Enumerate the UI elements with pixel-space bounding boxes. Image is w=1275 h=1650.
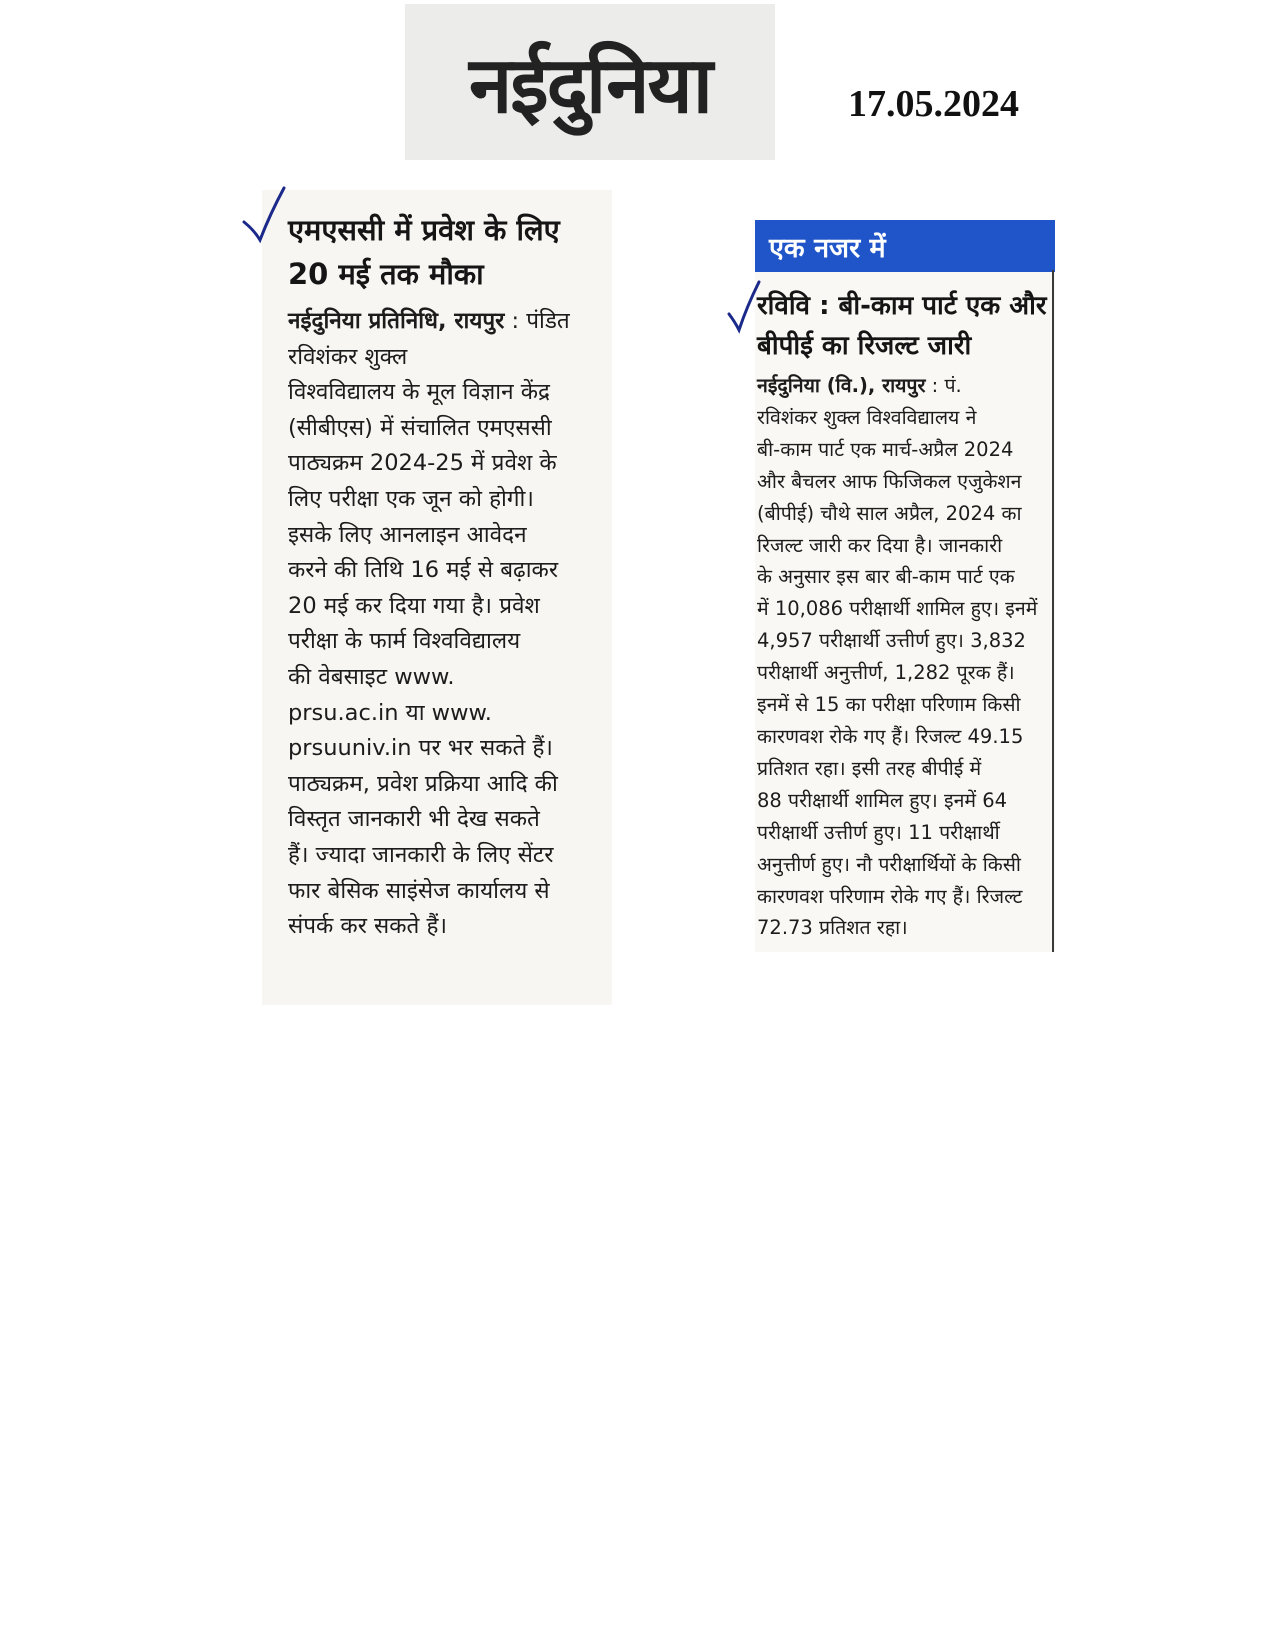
article-body	[757, 370, 1053, 944]
newspaper-masthead	[405, 4, 775, 160]
article-headline: रविवि : बी-काम पार्ट एक और बीपीई का रिजल्ट जारी	[757, 291, 1047, 361]
article-msc-admission	[262, 190, 612, 1005]
column-rule	[1052, 270, 1054, 952]
article-bcom-result	[755, 220, 1055, 952]
article-text: : पंडित रविशंकर शुक्ल विश्वविद्यालय के मूल विज्ञान केंद्र (सीबीएस) में संचालित एमएससी पाठ्यक्रम 2024-25 में प्रवेश के लिए परीक्षा एक जून को होगी। इसके लिए आनलाइन आवेदन करने की तिथि 16 मई से बढ़ाकर 20 मई कर दिया गया है। प्रवेश परीक्षा के फार्म विश्वविद्यालय की वेबसाइट www. prsu.ac.in या www. prsuuniv.in पर भर सकते हैं। पाठ्यक्रम, प्रवेश प्रक्रिया आदि की विस्तृत जानकारी भी देख सकते हैं। ज्यादा जानकारी के लिए सेंटर फार बेसिक साइंसेज कार्यालय से संपर्क कर सकते हैं।	[288, 308, 570, 940]
article-byline: नईदुनिया (वि.), रायपुर	[757, 374, 926, 397]
section-banner-label: एक नजर में	[769, 233, 886, 264]
masthead-title: नईदुनिया	[469, 41, 711, 131]
article-headline: एमएससी में प्रवेश के लिए 20 मई तक मौका	[288, 213, 560, 291]
clipping-date: 17.05.2024	[848, 83, 1019, 125]
article-body	[288, 304, 606, 945]
article-byline: नईदुनिया प्रतिनिधि, रायपुर	[288, 308, 505, 334]
article-text: : पं. रविशंकर शुक्ल विश्वविद्यालय ने बी-काम पार्ट एक मार्च-अप्रैल 2024 और बैचलर आफ फिजिकल एजुकेशन (बीपीई) चौथे साल अप्रैल, 2024 का रिजल्ट जारी कर दिया है। जानकारी के अनुसार इस बार बी-काम पार्ट एक में 10,086 परीक्षार्थी शामिल हुए। इनमें 4,957 परीक्षार्थी उत्तीर्ण हुए। 3,832 परीक्षार्थी अनुत्तीर्ण, 1,282 पूरक हैं। इनमें से 15 का परीक्षा परिणाम किसी कारणवश रोके गए हैं। रिजल्ट 49.15 प्रतिशत रहा। इसी तरह बीपीई में 88 परीक्षार्थी शामिल हुए। इनमें 64 परीक्षार्थी उत्तीर्ण हुए। 11 परीक्षार्थी अनुत्तीर्ण हुए। नौ परीक्षार्थियों के किसी कारणवश परिणाम रोके गए हैं। रिजल्ट 72.73 प्रतिशत रहा।	[757, 374, 1038, 940]
section-banner	[755, 220, 1055, 272]
